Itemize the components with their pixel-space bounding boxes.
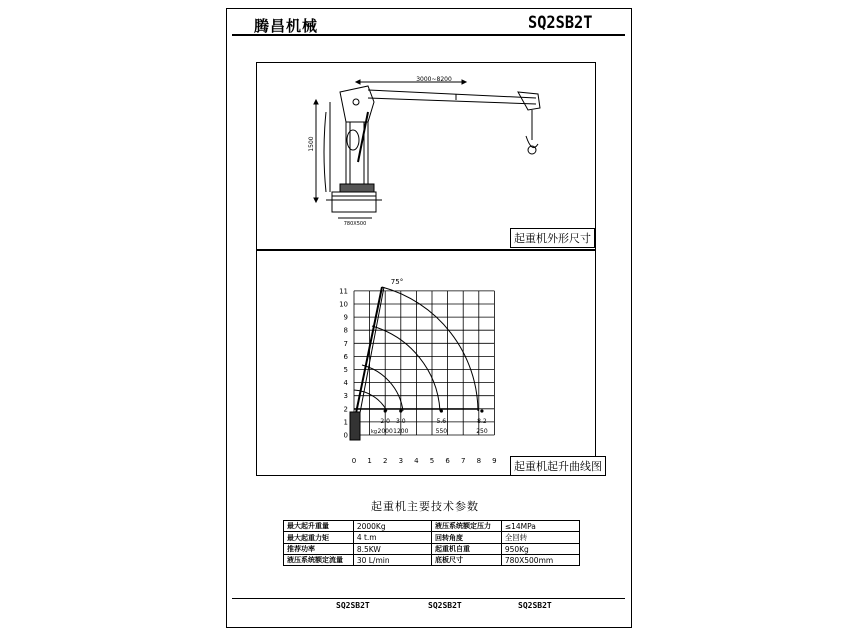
spec-label: 推荐功率: [284, 544, 354, 555]
height-dimension: 1500: [308, 136, 315, 152]
spec-row: [284, 544, 580, 555]
spec-label: 底板尺寸: [431, 555, 501, 566]
y-tick-label: 5: [343, 366, 348, 374]
spec-label: 液压系统额定流量: [284, 555, 354, 566]
load-kg-label: 2000: [377, 428, 393, 435]
y-tick-label: 1: [343, 418, 348, 427]
boom-length-dimension: 3000~8200: [416, 76, 452, 83]
y-tick-label: 9: [343, 313, 348, 322]
y-tick-label: 7: [343, 339, 348, 348]
spec-label: 起重机自重: [431, 544, 501, 555]
y-tick-label: 0: [343, 431, 348, 440]
spec-value: 全回转: [501, 532, 579, 544]
load-chart: [256, 250, 596, 476]
y-tick-label: 3: [343, 392, 348, 401]
y-tick-label: 8: [343, 326, 348, 335]
spec-value: 8.5KW: [353, 544, 431, 555]
x-tick-label: 1: [367, 457, 372, 465]
footer-model-3: SQ2SB2T: [518, 601, 552, 610]
spec-value: 780X500mm: [501, 555, 579, 566]
load-radius-label: 8.2: [477, 418, 487, 425]
load-kg-label: 1200: [393, 428, 409, 435]
x-tick-label: 5: [429, 457, 435, 465]
spec-row: [284, 532, 580, 544]
footer-model-1: SQ2SB2T: [336, 601, 370, 610]
x-tick-label: 4: [414, 457, 419, 465]
spec-table: [283, 520, 580, 566]
footer-model-2: SQ2SB2T: [428, 601, 462, 610]
load-radius-label: 2.0: [380, 418, 390, 425]
spec-row: [284, 555, 580, 566]
footer-rule: [232, 598, 625, 599]
x-tick-label: 0: [351, 457, 357, 465]
brand-name: 腾昌机械: [254, 17, 319, 35]
spec-label: 最大起重力矩: [284, 532, 354, 544]
x-tick-label: 3: [398, 457, 404, 465]
y-tick-label: 2: [343, 405, 348, 414]
x-tick-label: 2: [382, 457, 388, 465]
load-chart-caption: 起重机起升曲线图: [510, 456, 606, 476]
load-kg-label: 250: [476, 428, 488, 435]
spec-value: 950Kg: [501, 544, 579, 555]
spec-value: 30 L/min: [353, 555, 431, 566]
crane-outline-drawing: [256, 62, 596, 250]
load-radius-label: 5.6: [436, 418, 447, 425]
header-rule: [232, 34, 625, 36]
spec-table-title: 起重机主要技术参数: [371, 500, 479, 513]
spec-value: ≤14MPa: [501, 521, 579, 532]
spec-row: [284, 521, 580, 532]
load-point-marker: [399, 409, 402, 412]
radius-arc-8.2: [382, 287, 478, 411]
load-kg-label: 550: [435, 428, 448, 435]
spec-value: 2000Kg: [353, 521, 431, 532]
x-tick-label: 8: [476, 457, 482, 465]
crane-base: [350, 412, 360, 440]
spec-label: 回转角度: [431, 532, 501, 544]
model-number: SQ2SB2T: [528, 13, 593, 33]
spec-label: 最大起升重量: [284, 521, 354, 532]
y-tick-label: 11: [339, 287, 348, 296]
load-point-marker: [480, 409, 483, 412]
load-radius-label: 3.0: [396, 418, 406, 425]
load-point-marker: [384, 409, 387, 412]
base-dimension: 780X500: [343, 221, 367, 227]
spec-label: 液压系统额定压力: [431, 521, 501, 532]
angle-label: 75°: [390, 278, 404, 286]
y-tick-label: 10: [339, 300, 348, 309]
x-tick-label: 9: [492, 457, 497, 465]
spec-value: 4 t.m: [353, 532, 431, 544]
x-tick-label: 7: [460, 457, 466, 465]
y-tick-label: 4: [343, 379, 348, 388]
outline-drawing-caption: 起重机外形尺寸: [510, 228, 595, 248]
radius-arc-5.6: [372, 326, 440, 411]
load-point-marker: [440, 409, 443, 412]
x-tick-label: 6: [445, 457, 450, 465]
boom-position: [355, 287, 382, 418]
base-plate: [332, 192, 376, 212]
y-tick-label: 6: [343, 352, 348, 361]
kg-unit-label: kg: [371, 429, 378, 435]
